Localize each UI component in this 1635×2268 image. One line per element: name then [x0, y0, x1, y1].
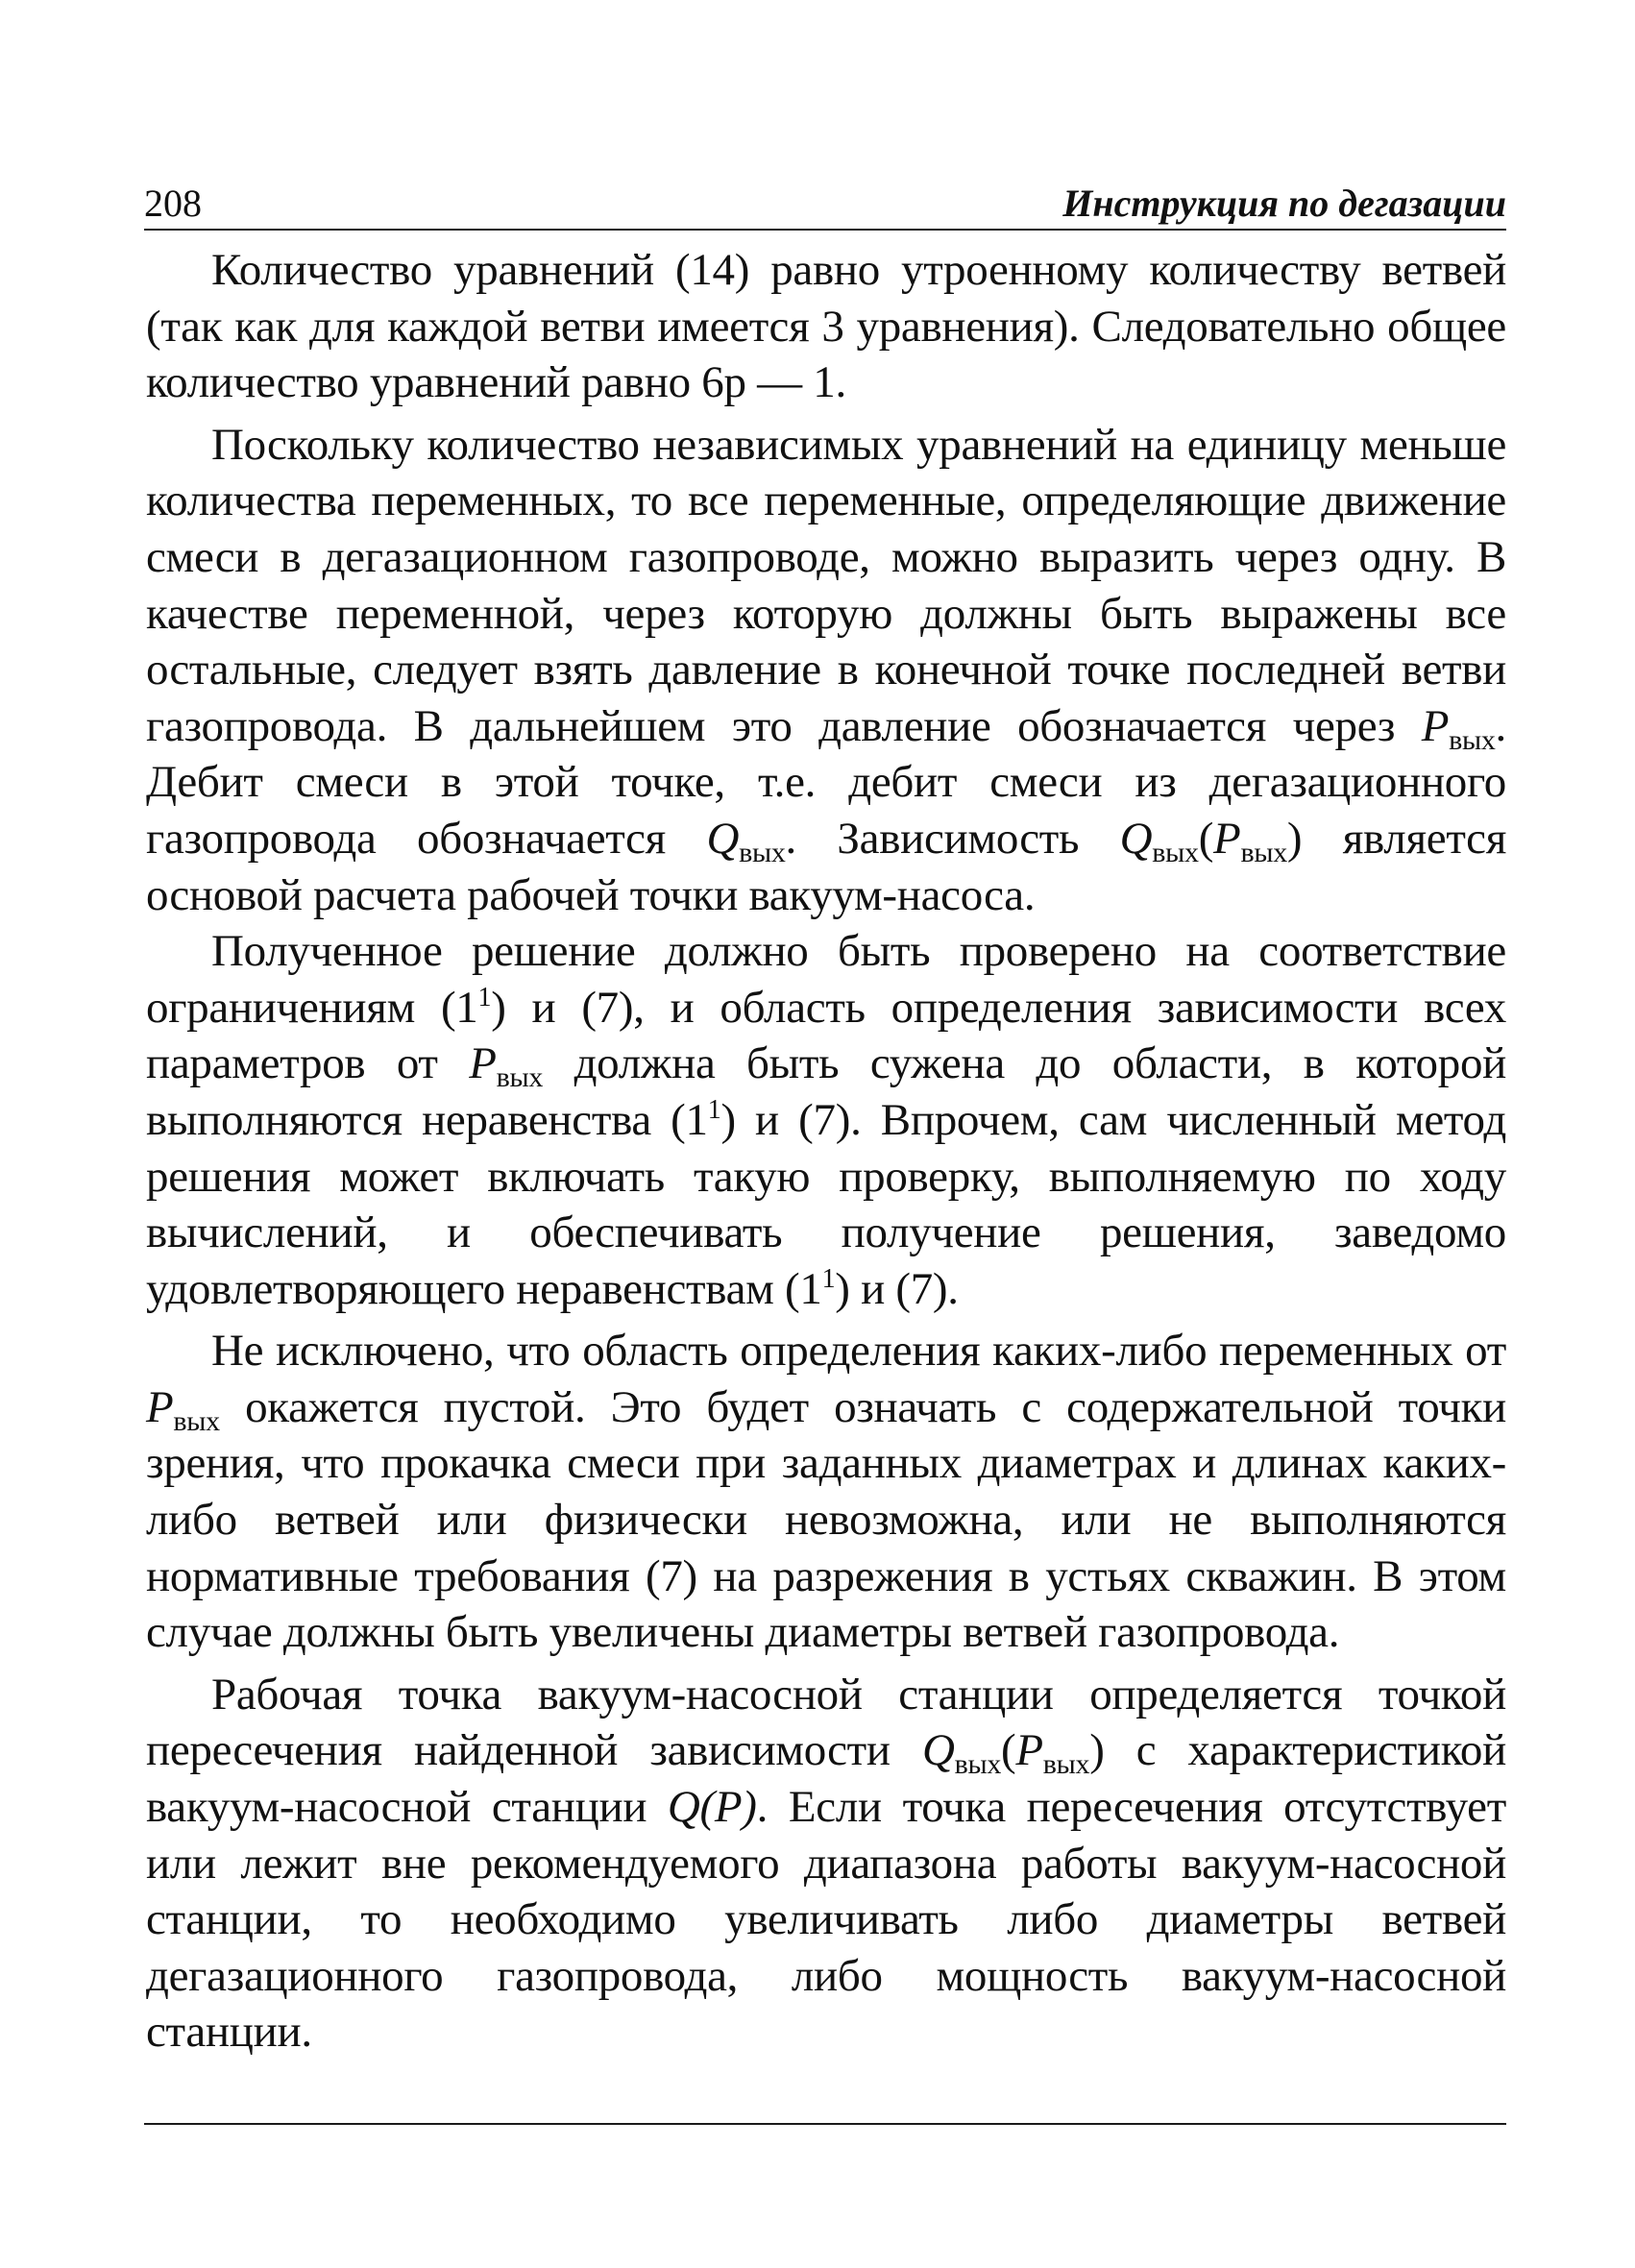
- paragraph-3-text-5: ) и (7).: [835, 1263, 959, 1314]
- symbol-p: P: [1421, 700, 1450, 751]
- symbol-p: P: [1213, 813, 1241, 864]
- paragraph-2: [146, 417, 1506, 923]
- paragraph-3: [146, 923, 1506, 1317]
- paragraph-5: [146, 1667, 1506, 2061]
- paragraph-5-text-1: Рабочая точка вакуум-насосной станции определяется точкой пересечения найденной зависимости: [146, 1669, 1506, 1776]
- paragraph-1: [146, 242, 1506, 411]
- paragraph-5-text-2: (: [1001, 1725, 1016, 1776]
- paragraph-3-text-1: Полученное решение должно быть проверено на соответствие ограничениям (1: [146, 926, 1506, 1033]
- paragraph-3-text-2: ) и (7), и область определения зависимости всех параметров от: [146, 982, 1506, 1089]
- symbol-p: P: [469, 1038, 497, 1089]
- subscript-vyh: вых: [954, 1748, 1002, 1781]
- footer-rule: [144, 2123, 1506, 2125]
- page-number: 208: [144, 182, 202, 225]
- paragraph-2-text-3: . Зависимость: [785, 813, 1120, 864]
- paragraph-5-text-4: . Если точка пересечения отсутствует или лежит вне рекомендуемого диапазона работы вакуум-насосной станции, то необходимо увеличивать либо диаметры ветвей дегазационного газопровода, либо мощность вакуум-насосной станции.: [146, 1782, 1506, 2058]
- paragraph-3-text-4: ) и (7). Впрочем, сам численный метод решения может включать такую проверку, выполняемую по ходу вычислений, и обеспечивать получение решения, заведомо удовлетворяющего неравенствам (1: [146, 1094, 1506, 1314]
- superscript-1: 1: [707, 1095, 721, 1126]
- paragraph-5-text-3: ) с характеристикой вакуум-насосной станции: [146, 1725, 1506, 1833]
- subscript-vyh: вых: [173, 1404, 220, 1437]
- subscript-vyh: вых: [1240, 836, 1287, 868]
- subscript-vyh: вых: [1042, 1748, 1090, 1781]
- paragraph-4: [146, 1323, 1506, 1661]
- symbol-q: Q: [706, 813, 740, 864]
- running-title: Инструкция по дегазации: [1062, 182, 1506, 225]
- paragraph-1-text: Количество уравнений (14) равно утроенному количеству ветвей (так как для каждой ветви имеется 3 уравнения). Следовательно общее количество уравнений равно 6p — 1.: [146, 245, 1506, 408]
- symbol-q: Q: [921, 1725, 955, 1776]
- subscript-vyh: вых: [1152, 836, 1199, 868]
- running-header: [144, 175, 1506, 231]
- symbol-q: Q: [1119, 813, 1153, 864]
- paragraph-4-text-1: Не исключено, что область определения каких-либо переменных от: [211, 1326, 1506, 1377]
- superscript-1: 1: [821, 1263, 836, 1294]
- subscript-vyh: вых: [739, 836, 786, 868]
- paragraph-2-text-1: Поскольку количество независимых уравнений на единицу меньше количества переменных, то все переменные, определяющие движение смеси в дегазационном газопроводе, можно выразить через одну. В качестве переменной, через которую должны быть выражены все остальные, следует взять давление в конечной точке последней ветви газопровода. В дальнейшем это давление обозначается через: [146, 419, 1506, 751]
- paragraph-2-text-2: . Дебит смеси в этой точке, т.е. дебит смеси из дегазационного газопровода обозначается: [146, 700, 1506, 864]
- superscript-1: 1: [477, 982, 492, 1012]
- subscript-vyh: вых: [1449, 723, 1496, 756]
- symbol-p: P: [146, 1381, 174, 1432]
- body-text: [146, 242, 1506, 2061]
- paragraph-3-text-3: должна быть сужена до области, в которой выполняются неравенства (1: [146, 1038, 1506, 1145]
- symbol-p: P: [1015, 1725, 1043, 1776]
- paragraph-2-text-4: (: [1198, 813, 1214, 864]
- subscript-vyh: вых: [496, 1061, 544, 1094]
- paragraph-4-text-2: окажется пустой. Это будет означать с содержательной точки зрения, что прокачка смеси при заданных диаметрах и длинах каких-либо ветвей или физически невозможна, или не выполняются нормативные требования (7) на разрежения в устьях скважин. В этом случае должны быть увеличены диаметры ветвей газопровода.: [146, 1381, 1506, 1658]
- paragraph-2-text-5: ) является основой расчета рабочей точки вакуум-насоса.: [146, 813, 1507, 920]
- symbol-q-of-p: Q(P): [667, 1782, 757, 1833]
